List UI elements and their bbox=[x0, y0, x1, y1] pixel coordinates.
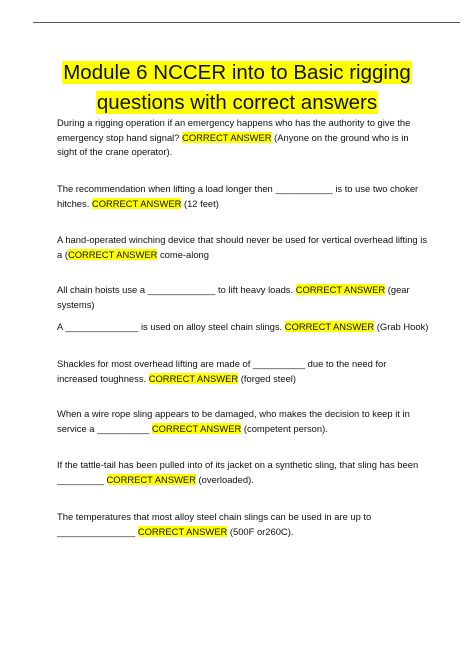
question-1 bbox=[57, 116, 429, 160]
correct-answer-label: CORRECT ANSWER bbox=[284, 321, 375, 332]
answer-text: (12 feet) bbox=[181, 197, 219, 209]
question-7 bbox=[57, 407, 429, 436]
question-text: If the tattle-tail has been pulled into of its jacket on a synthetic sling, that sling has been _________ bbox=[57, 459, 419, 485]
answer-text: (Grab Hook) bbox=[374, 321, 429, 332]
question-6 bbox=[57, 357, 429, 386]
question-text: The temperatures that most alloy steel chain slings can be used in are up to _______________ bbox=[57, 511, 372, 537]
answer-text: (overloaded). bbox=[195, 473, 254, 485]
correct-answer-label: CORRECT ANSWER bbox=[151, 422, 242, 434]
question-3 bbox=[57, 233, 429, 262]
question-9 bbox=[57, 510, 429, 539]
answer-text: (Anyone on the ground who is in sight of the crane operator). bbox=[57, 131, 409, 157]
correct-answer-label: CORRECT ANSWER bbox=[148, 372, 239, 384]
answer-text: (gear systems) bbox=[57, 284, 410, 310]
correct-answer-label: CORRECT ANSWER bbox=[106, 473, 196, 485]
title-line-2: questions with correct answers bbox=[96, 91, 378, 114]
correct-answer-label: CORRECT ANSWER bbox=[67, 248, 158, 260]
question-text: Shackles for most overhead lifting are made of __________ due to the need for increased toughness. bbox=[57, 358, 387, 384]
question-text: A ______________ is used on alloy steel chain slings. bbox=[57, 321, 285, 332]
correct-answer-label: CORRECT ANSWER bbox=[182, 131, 272, 143]
question-4 bbox=[57, 283, 429, 312]
question-text: During a rigging operation if an emergency happens who has the authority to give the emergency stop hand signal? bbox=[57, 117, 411, 143]
correct-answer-label: CORRECT ANSWER bbox=[295, 284, 386, 295]
question-8 bbox=[57, 458, 429, 487]
correct-answer-label: CORRECT ANSWER bbox=[91, 197, 182, 209]
answer-text: (forged steel) bbox=[238, 372, 296, 384]
answer-text: (competent person). bbox=[241, 422, 328, 434]
correct-answer-label: CORRECT ANSWER bbox=[137, 525, 228, 537]
question-text: A hand-operated winching device that should never be used for vertical overhead lifting is a ( bbox=[57, 234, 428, 260]
answer-text: come-along bbox=[157, 248, 209, 260]
question-text: All chain hoists use a _____________ to lift heavy loads. bbox=[57, 284, 296, 295]
question-text: When a wire rope sling appears to be damaged, who makes the decision to keep it in service a __________ bbox=[57, 408, 410, 434]
question-2 bbox=[57, 182, 429, 211]
question-5 bbox=[57, 320, 429, 335]
question-text: The recommendation when lifting a load longer then ___________ is to use two choker hitches. bbox=[57, 183, 419, 209]
page-title bbox=[40, 58, 434, 118]
title-line-1: Module 6 NCCER into to Basic rigging bbox=[63, 61, 411, 84]
top-rule bbox=[33, 22, 460, 23]
answer-text: (500F or260C). bbox=[227, 525, 294, 537]
